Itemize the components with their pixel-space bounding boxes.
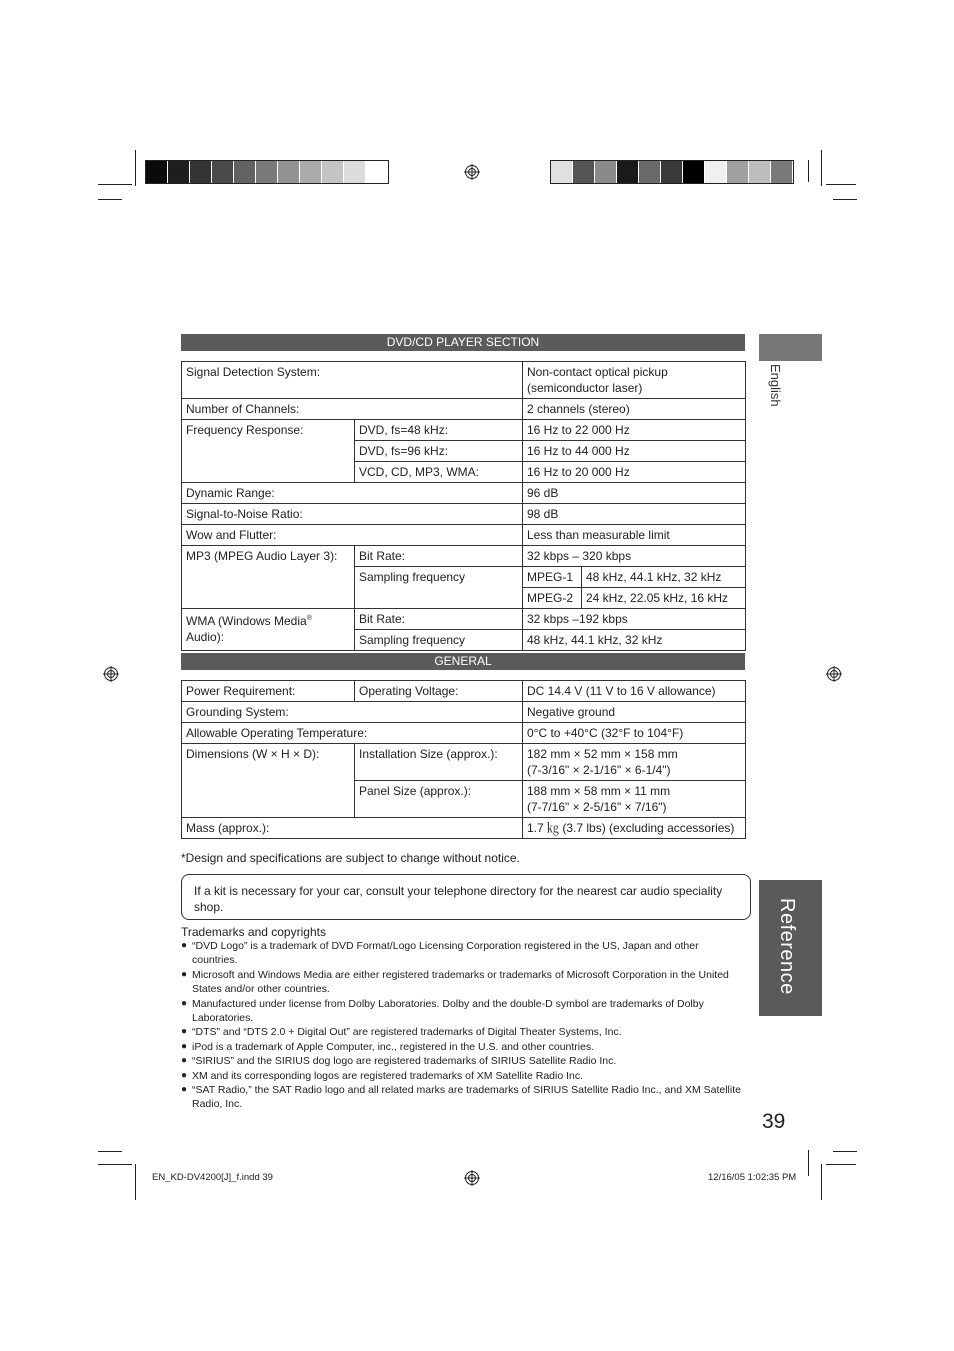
registration-mark-icon [464, 1170, 480, 1186]
spec-value: 2 channels (stereo) [523, 399, 746, 420]
panel-metric: 188 mm × 58 mm × 11 mm [527, 784, 671, 798]
spec-value: Negative ground [523, 702, 746, 723]
panel-imperial: (7-7/16" × 2-5/16" × 7/16") [527, 800, 667, 814]
side-section-tab [759, 880, 822, 1016]
dvd-section-header: DVD/CD PLAYER SECTION [181, 334, 745, 351]
spec-label: Frequency Response: [182, 420, 355, 483]
install-imperial: (7-3/16" × 2-1/16" × 6-1/4") [527, 763, 671, 777]
spec-value: 1.7 ㎏ (3.7 lbs) (excluding accessories) [523, 818, 746, 839]
spec-label: Mass (approx.): [182, 818, 523, 839]
spec-label: Signal Detection System: [182, 362, 523, 399]
spec-label: Allowable Operating Temperature: [182, 723, 523, 744]
table-row [182, 546, 746, 567]
color-swatch [168, 161, 190, 183]
spec-sublabel: DVD, fs=96 kHz: [355, 441, 523, 462]
spec-value: 24 kHz, 22.05 kHz, 16 kHz [582, 588, 746, 609]
spec-label: Signal-to-Noise Ratio: [182, 504, 523, 525]
spec-label: Power Requirement: [182, 681, 355, 702]
table-row [182, 609, 746, 630]
dvd-spec-table [181, 361, 746, 651]
color-swatch [661, 161, 683, 183]
side-tab-marker [759, 334, 822, 361]
table-row [182, 744, 746, 781]
wma-label-a: WMA (Windows Media [186, 614, 307, 628]
spec-value: 16 Hz to 20 000 Hz [523, 462, 746, 483]
spec-sublabel: Operating Voltage: [355, 681, 523, 702]
list-item: ● Manufactured under license from Dolby Laboratories. Dolby and the double-D symbol are trademarks of Dolby Laboratories. [181, 997, 741, 1026]
spec-label: Number of Channels: [182, 399, 523, 420]
color-swatch [573, 161, 595, 183]
trademarks-title: Trademarks and copyrights [181, 925, 326, 939]
general-spec-table [181, 680, 746, 839]
table-row [182, 483, 746, 504]
table-row [182, 504, 746, 525]
table-row [182, 681, 746, 702]
spec-value: 96 dB [523, 483, 746, 504]
list-item: ● “DTS” and “DTS 2.0 + Digital Out” are registered trademarks of Digital Theater Systems, Inc. [181, 1025, 741, 1039]
registration-mark-icon [103, 666, 119, 682]
trademarks-list [181, 939, 741, 1112]
color-swatch [300, 161, 322, 183]
color-swatch [146, 161, 168, 183]
spec-sublabel: Installation Size (approx.): [355, 744, 523, 781]
color-swatch [727, 161, 749, 183]
spec-label: Wow and Flutter: [182, 525, 523, 546]
spec-value [523, 744, 746, 781]
table-row [182, 702, 746, 723]
spec-sublabel: Bit Rate: [355, 546, 523, 567]
color-swatch [278, 161, 300, 183]
spec-value: 16 Hz to 44 000 Hz [523, 441, 746, 462]
spec-label: Dimensions (W × H × D): [182, 744, 355, 818]
table-row [182, 420, 746, 441]
general-section-header: GENERAL [181, 653, 745, 670]
info-box: If a kit is necessary for your car, consult your telephone directory for the nearest car audio speciality shop. [181, 874, 751, 920]
spec-sublabel: MPEG-1 [523, 567, 582, 588]
spec-value: DC 14.4 V (11 V to 16 V allowance) [523, 681, 746, 702]
install-metric: 182 mm × 52 mm × 158 mm [527, 747, 678, 761]
spec-sublabel: Bit Rate: [355, 609, 523, 630]
table-row [182, 362, 746, 399]
table-row [182, 818, 746, 839]
spec-value: 32 kbps – 320 kbps [523, 546, 746, 567]
spec-label: Dynamic Range: [182, 483, 523, 504]
registered-mark: ® [306, 615, 312, 622]
spec-value: Non-contact optical pickup (semiconductor laser) [523, 362, 746, 399]
color-swatch [771, 161, 793, 183]
spec-value: 48 kHz, 44.1 kHz, 32 kHz [523, 630, 746, 651]
color-swatch [322, 161, 344, 183]
spec-sublabel: DVD, fs=48 kHz: [355, 420, 523, 441]
footer-filename: EN_KD-DV4200[J]_f.indd 39 [152, 1172, 273, 1183]
color-swatch [344, 161, 366, 183]
spec-label: MP3 (MPEG Audio Layer 3): [182, 546, 355, 609]
list-item: ● “SAT Radio,” the SAT Radio logo and all related marks are trademarks of SIRIUS Satellite Radio Inc., and XM Satellite Radio, Inc. [181, 1083, 741, 1112]
spec-change-note: *Design and specifications are subject to change without notice. [181, 851, 520, 865]
color-swatch [212, 161, 234, 183]
spec-value: 48 kHz, 44.1 kHz, 32 kHz [582, 567, 746, 588]
color-swatch [551, 161, 573, 183]
registration-mark-icon [826, 666, 842, 682]
color-swatch [617, 161, 639, 183]
color-swatch [683, 161, 705, 183]
spec-value: 32 kbps –192 kbps [523, 609, 746, 630]
registration-mark-icon [464, 164, 480, 180]
color-calibration-bar-right [550, 160, 794, 184]
spec-label: Grounding System: [182, 702, 523, 723]
color-swatch [256, 161, 278, 183]
list-item: ● XM and its corresponding logos are registered trademarks of XM Satellite Radio Inc. [181, 1069, 741, 1083]
wma-label-b: Audio): [186, 630, 225, 644]
color-swatch [595, 161, 617, 183]
color-swatch [705, 161, 727, 183]
color-calibration-bar-left [145, 160, 389, 184]
list-item: ● “DVD Logo” is a trademark of DVD Format/Logo Licensing Corporation registered in the US, Japan and other countries. [181, 939, 741, 968]
spec-sublabel: VCD, CD, MP3, WMA: [355, 462, 523, 483]
spec-sublabel: MPEG-2 [523, 588, 582, 609]
color-swatch [639, 161, 661, 183]
color-swatch [234, 161, 256, 183]
spec-value [523, 781, 746, 818]
spec-value: Less than measurable limit [523, 525, 746, 546]
spec-sublabel: Sampling frequency [355, 567, 523, 609]
spec-value: 0°C to +40°C (32°F to 104°F) [523, 723, 746, 744]
color-swatch [366, 161, 388, 183]
spec-value: 16 Hz to 22 000 Hz [523, 420, 746, 441]
table-row [182, 399, 746, 420]
side-language-label: English [768, 364, 783, 407]
table-row [182, 525, 746, 546]
color-swatch [190, 161, 212, 183]
list-item: ● Microsoft and Windows Media are either registered trademarks or trademarks of Microsoft Corporation in the United States and/or other countries. [181, 968, 741, 997]
spec-sublabel: Sampling frequency [355, 630, 523, 651]
list-item: ● iPod is a trademark of Apple Computer, inc., registered in the U.S. and other countries. [181, 1040, 741, 1054]
color-swatch [749, 161, 771, 183]
spec-value: 98 dB [523, 504, 746, 525]
table-row [182, 723, 746, 744]
spec-label [182, 609, 355, 651]
spec-sublabel: Panel Size (approx.): [355, 781, 523, 818]
list-item: ● “SIRIUS” and the SIRIUS dog logo are registered trademarks of SIRIUS Satellite Radio Inc. [181, 1054, 741, 1068]
side-section-label: Reference [776, 898, 798, 995]
footer-timestamp: 12/16/05 1:02:35 PM [708, 1172, 797, 1183]
page-number: 39 [762, 1110, 786, 1133]
